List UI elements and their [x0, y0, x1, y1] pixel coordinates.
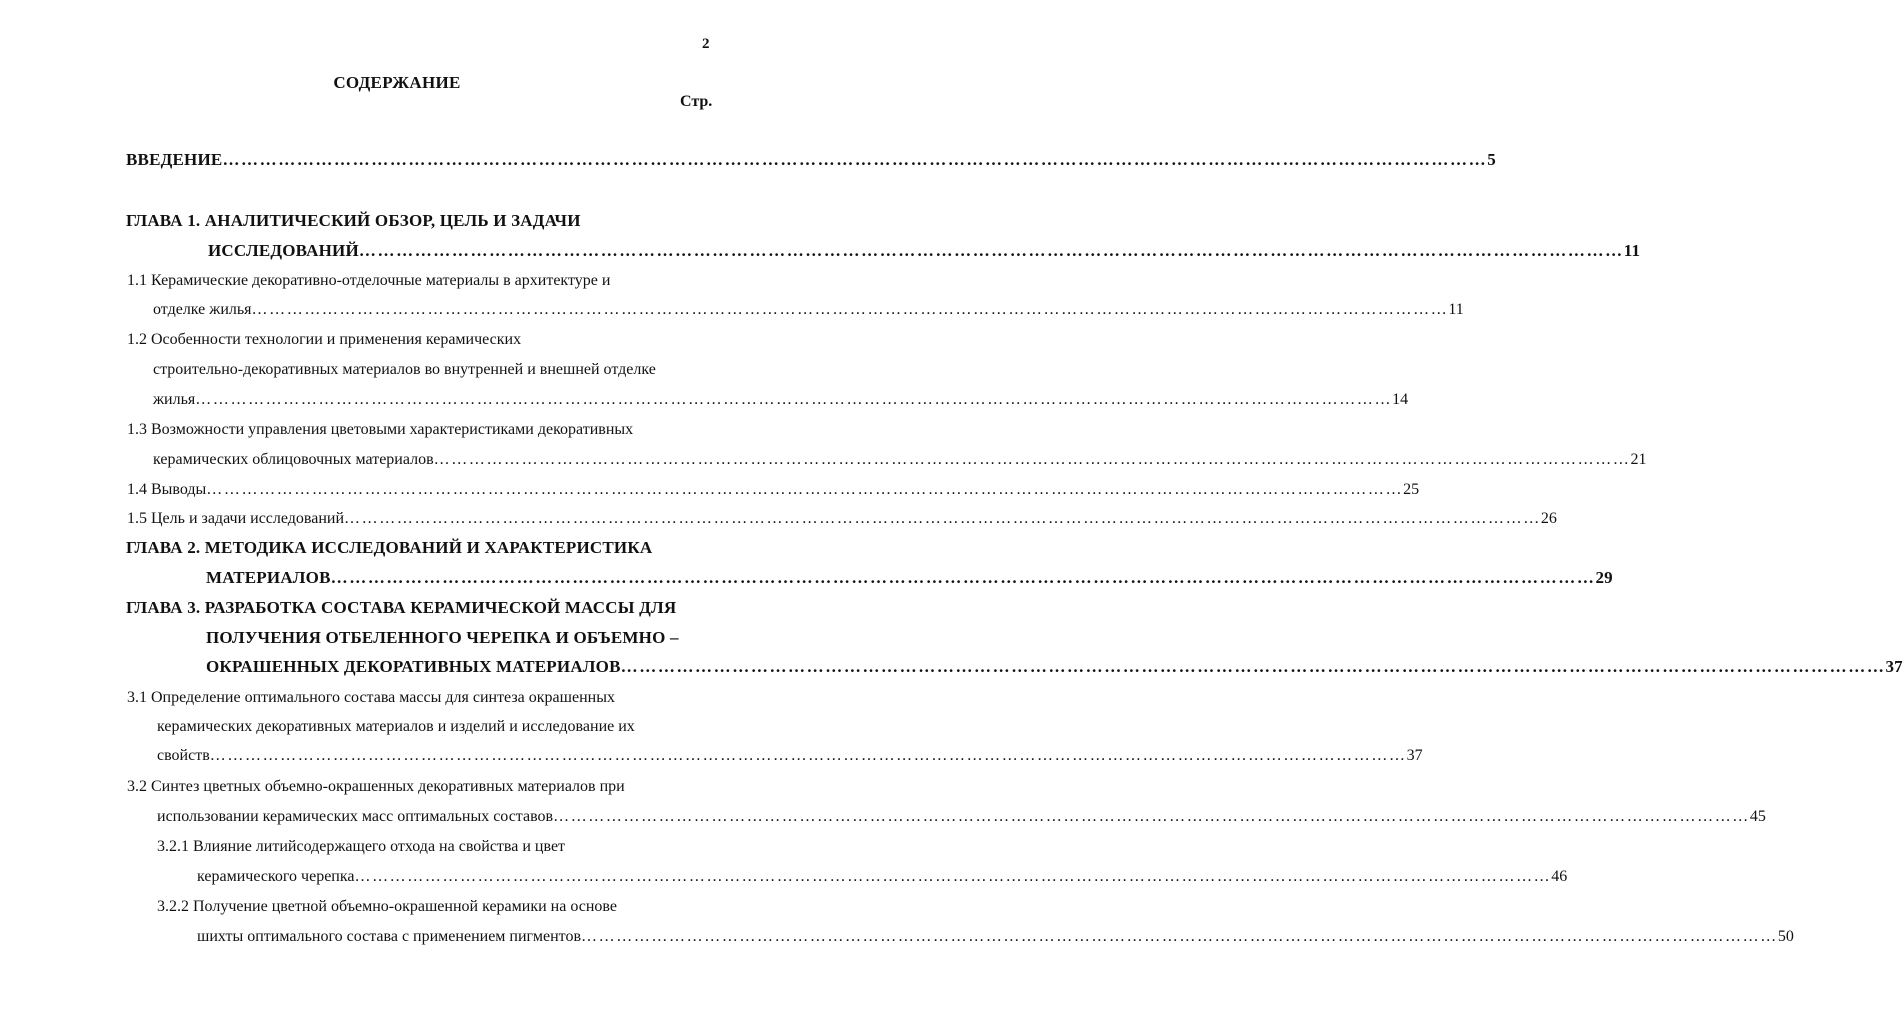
- page-title: СОДЕРЖАНИЕ: [333, 73, 461, 92]
- toc-entry-3-1-line-3: [157, 744, 1423, 768]
- page-number: 2: [702, 36, 710, 52]
- toc-page-number: 26: [1540, 510, 1557, 527]
- toc-page-number: 25: [1403, 481, 1420, 498]
- pages-column-label: Стр.: [680, 93, 713, 110]
- toc-entry-text: ОКРАШЕННЫХ ДЕКОРАТИВНЫХ МАТЕРИАЛОВ: [206, 657, 621, 676]
- toc-page-number: 21: [1630, 451, 1647, 468]
- toc-entry-3-1-line-1: 3.1 Определение оптимального состава массы для синтеза окрашенных: [127, 689, 615, 706]
- toc-entry-1-3-line-2: [153, 448, 1647, 472]
- toc-entry-text: керамического черепка: [197, 868, 355, 885]
- toc-entry-3-1-line-2: керамических декоративных материалов и изделий и исследование их: [157, 718, 635, 735]
- toc-page-number: 50: [1777, 928, 1794, 945]
- toc-entry-chapter-3-line-1: ГЛАВА 3. РАЗРАБОТКА СОСТАВА КЕРАМИЧЕСКОЙ МАССЫ ДЛЯ: [126, 598, 677, 617]
- toc-leader-dots: ……………………………………………………………………………………………………………………………………………………………………………………: [581, 928, 1778, 945]
- toc-entry-chapter-2-line-2: [206, 566, 1613, 590]
- toc-leader-dots: ……………………………………………………………………………………………………………………………………………………………………………………: [195, 391, 1393, 408]
- toc-entry-1-1-line-1: 1.1 Керамические декоративно-отделочные материалы в архитектуре и: [127, 272, 611, 289]
- toc-entry-3-2-line-2: [157, 805, 1766, 829]
- toc-entry-text: ВВЕДЕНИЕ: [126, 150, 223, 169]
- toc-entry-3-2-2-line-2: [197, 925, 1794, 949]
- toc-entry-chapter-2-line-1: ГЛАВА 2. МЕТОДИКА ИССЛЕДОВАНИЙ И ХАРАКТЕРИСТИКА: [126, 538, 653, 557]
- toc-page-number: 37: [1406, 747, 1423, 764]
- toc-entry-text: ИССЛЕДОВАНИЙ: [208, 241, 359, 260]
- toc-page-number: 46: [1551, 868, 1568, 885]
- toc-entry-3-2-line-1: 3.2 Синтез цветных объемно-окрашенных декоративных материалов при: [127, 778, 625, 795]
- toc-entry-3-2-1-line-1: 3.2.1 Влияние литийсодержащего отхода на свойства и цвет: [157, 838, 566, 855]
- toc-entry-text: шихты оптимального состава с применением пигментов: [197, 928, 582, 945]
- toc-entry-3-2-2-line-1: 3.2.2 Получение цветной объемно-окрашенной керамики на основе: [157, 898, 617, 915]
- toc-entry-text: 1.5 Цель и задачи исследований: [127, 510, 345, 527]
- toc-entry-chapter-1-line-2: [208, 239, 1641, 263]
- toc-page-number: 11: [1623, 241, 1641, 260]
- toc-entry-text: использовании керамических масс оптимальных составов: [157, 808, 554, 825]
- toc-entry-introduction: [126, 148, 1496, 172]
- toc-entry-1-2-line-1: 1.2 Особенности технологии и применения керамических: [127, 331, 522, 348]
- toc-leader-dots: ……………………………………………………………………………………………………………………………………………………………………………………: [330, 568, 1596, 587]
- toc-entry-1-4: [127, 478, 1420, 502]
- toc-leader-dots: ……………………………………………………………………………………………………………………………………………………………………………………: [354, 868, 1552, 885]
- toc-entry-1-5: [127, 507, 1557, 531]
- toc-entry-1-3-line-1: 1.3 Возможности управления цветовыми характеристиками декоративных: [127, 421, 634, 438]
- toc-page-number: 37: [1885, 657, 1903, 676]
- toc-entry-1-1-line-2: [153, 298, 1464, 322]
- toc-leader-dots: ……………………………………………………………………………………………………………………………………………………………………………………: [222, 150, 1488, 169]
- toc-entry-text: 1.4 Выводы: [127, 481, 207, 498]
- toc-leader-dots: ……………………………………………………………………………………………………………………………………………………………………………………: [209, 747, 1407, 764]
- toc-leader-dots: ……………………………………………………………………………………………………………………………………………………………………………………: [206, 481, 1404, 498]
- toc-leader-dots: ……………………………………………………………………………………………………………………………………………………………………………………: [553, 808, 1750, 825]
- toc-leader-dots: ……………………………………………………………………………………………………………………………………………………………………………………: [344, 510, 1541, 527]
- toc-entry-text: отделке жилья: [153, 301, 252, 318]
- toc-page-number: 5: [1487, 150, 1496, 169]
- toc-page-number: 29: [1595, 568, 1613, 587]
- toc-page-number: 14: [1392, 391, 1409, 408]
- toc-entry-text: керамических облицовочных материалов: [153, 451, 434, 468]
- toc-leader-dots: ……………………………………………………………………………………………………………………………………………………………………………………: [433, 451, 1631, 468]
- toc-entry-1-2-line-2: строительно-декоративных материалов во внутренней и внешней отделке: [153, 361, 656, 378]
- toc-entry-1-2-line-3: [153, 388, 1409, 412]
- toc-page-number: 11: [1448, 301, 1464, 318]
- toc-entry-chapter-1-line-1: ГЛАВА 1. АНАЛИТИЧЕСКИЙ ОБЗОР, ЦЕЛЬ И ЗАДАЧИ: [126, 211, 581, 230]
- toc-entry-chapter-3-line-2: ПОЛУЧЕНИЯ ОТБЕЛЕННОГО ЧЕРЕПКА И ОБЪЕМНО –: [206, 628, 679, 647]
- toc-entry-text: жилья: [153, 391, 196, 408]
- toc-entry-3-2-1-line-2: [197, 865, 1568, 889]
- toc-entry-chapter-3-line-3: [206, 655, 1903, 679]
- toc-leader-dots: ……………………………………………………………………………………………………………………………………………………………………………………: [620, 657, 1886, 676]
- toc-leader-dots: ……………………………………………………………………………………………………………………………………………………………………………………: [358, 241, 1624, 260]
- toc-page-number: 45: [1749, 808, 1766, 825]
- toc-entry-text: свойств: [157, 747, 210, 764]
- toc-entry-text: МАТЕРИАЛОВ: [206, 568, 331, 587]
- toc-leader-dots: ……………………………………………………………………………………………………………………………………………………………………………………: [251, 301, 1449, 318]
